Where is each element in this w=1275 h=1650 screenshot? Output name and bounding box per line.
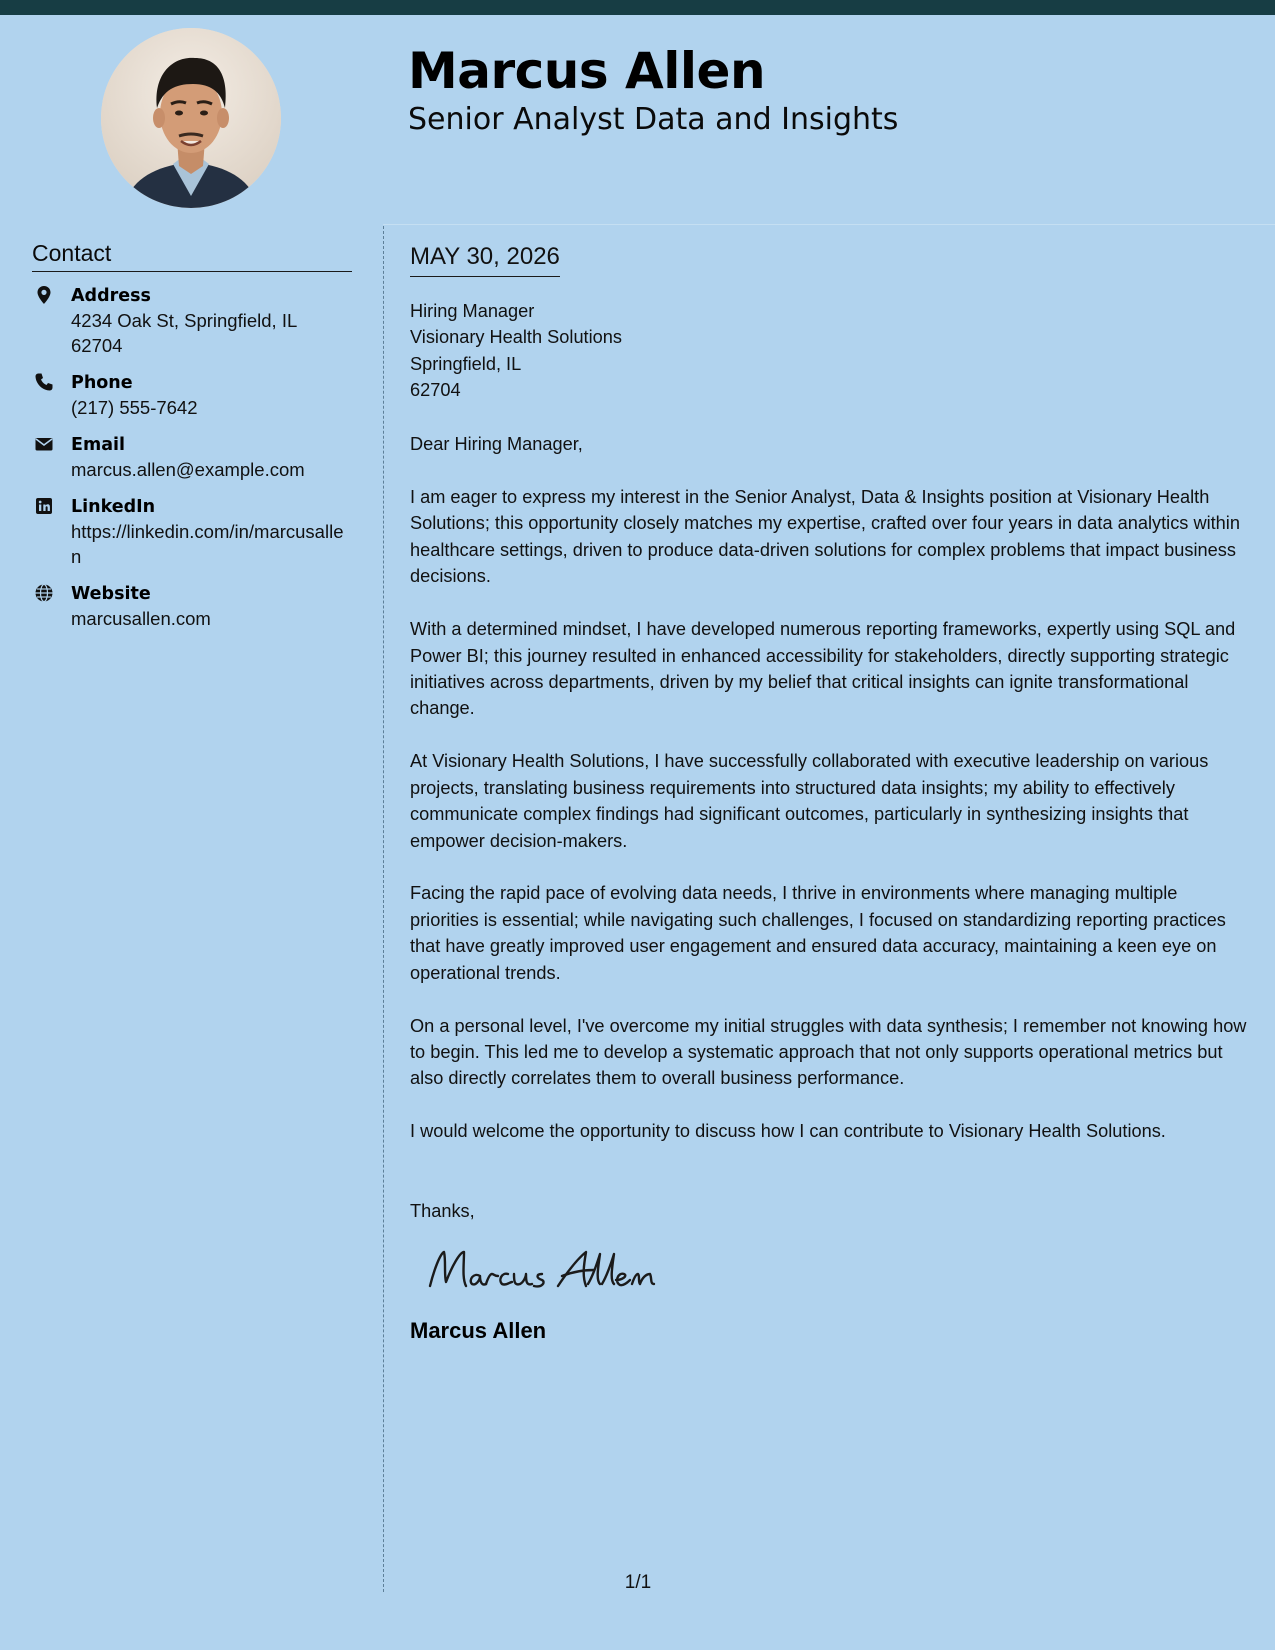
handwritten-signature bbox=[422, 1240, 662, 1302]
contact-item-phone bbox=[32, 371, 352, 420]
contact-heading: Contact bbox=[32, 240, 352, 272]
top-accent-bar bbox=[0, 0, 1275, 15]
letter-body bbox=[410, 242, 1250, 1346]
contact-item-address bbox=[32, 284, 352, 358]
header-job-title: Senior Analyst Data and Insights bbox=[408, 102, 899, 137]
body-paragraph: Facing the rapid pace of evolving data needs, I thrive in environments where managing multiple priorities is essential; while navigating such challenges, I focused on standardizing reporting practices that have greatly improved user engagement and ensured data accuracy, maintaining a keen eye on operational trends. bbox=[410, 883, 1226, 983]
recipient-line: Hiring Manager bbox=[410, 301, 535, 321]
contact-label: Email bbox=[71, 435, 125, 455]
recipient-block bbox=[410, 298, 1250, 404]
address-value: 4234 Oak St, Springfield, IL 62704 bbox=[71, 310, 297, 356]
recipient-line: Visionary Health Solutions bbox=[410, 327, 622, 348]
avatar bbox=[101, 28, 281, 208]
page-number: 1/1 bbox=[624, 1572, 652, 1593]
phone-value[interactable]: (217) 555-7642 bbox=[71, 397, 198, 418]
contact-label: Website bbox=[71, 584, 151, 604]
signer-name: Marcus Allen bbox=[410, 1318, 547, 1344]
envelope-icon bbox=[34, 434, 54, 454]
header-name: Marcus Allen bbox=[408, 42, 766, 100]
greeting: Dear Hiring Manager, bbox=[410, 433, 583, 454]
contact-sidebar bbox=[32, 240, 352, 644]
closing: Thanks, bbox=[410, 1200, 475, 1221]
website-value[interactable]: marcusallen.com bbox=[71, 608, 211, 629]
contact-label: Address bbox=[71, 286, 151, 306]
header-divider bbox=[383, 224, 1275, 225]
column-divider bbox=[383, 226, 384, 1592]
contact-label: LinkedIn bbox=[71, 497, 156, 517]
linkedin-icon bbox=[34, 496, 54, 516]
letter-date: MAY 30, 2026 bbox=[410, 242, 560, 277]
map-pin-icon bbox=[34, 285, 54, 305]
globe-icon bbox=[34, 583, 54, 603]
body-paragraph: I am eager to express my interest in the Senior Analyst, Data & Insights position at Visionary Health Solutions; this opportunity closely matches my expertise, crafted over four years in data analytics within healthcare settings, driven to produce data-driven solutions for complex problems that impact business decisions. bbox=[410, 487, 1240, 587]
recipient-line: Springfield, IL bbox=[410, 353, 522, 374]
contact-item-linkedin bbox=[32, 495, 352, 569]
contact-label: Phone bbox=[71, 373, 133, 393]
phone-icon bbox=[34, 372, 54, 392]
body-paragraph: At Visionary Health Solutions, I have successfully collaborated with executive leadership on various projects, translating business requirements into structured data insights; my ability to effectively communicate complex findings had significant outcomes, particularly in synthesizing insights that empower decision-makers. bbox=[410, 751, 1209, 851]
body-paragraph: With a determined mindset, I have developed numerous reporting frameworks, expertly using SQL and Power BI; this journey resulted in enhanced accessibility for stakeholders, directly supporting strategic initiatives across departments, driven by my belief that critical insights can ignite transformational change. bbox=[410, 619, 1236, 719]
body-paragraph: On a personal level, I've overcome my initial struggles with data synthesis; I remember not knowing how to begin. This led me to develop a systematic approach that not only supports operational metrics but also directly correlates them to overall business performance. bbox=[410, 1015, 1247, 1089]
contact-item-email bbox=[32, 433, 352, 482]
body-paragraph: I would welcome the opportunity to discuss how I can contribute to Visionary Health Solutions. bbox=[410, 1121, 1166, 1142]
email-value[interactable]: marcus.allen@example.com bbox=[71, 459, 305, 480]
recipient-line: 62704 bbox=[410, 380, 461, 401]
contact-item-website bbox=[32, 582, 352, 631]
linkedin-value[interactable]: https://linkedin.com/in/marcusallen bbox=[71, 521, 344, 567]
